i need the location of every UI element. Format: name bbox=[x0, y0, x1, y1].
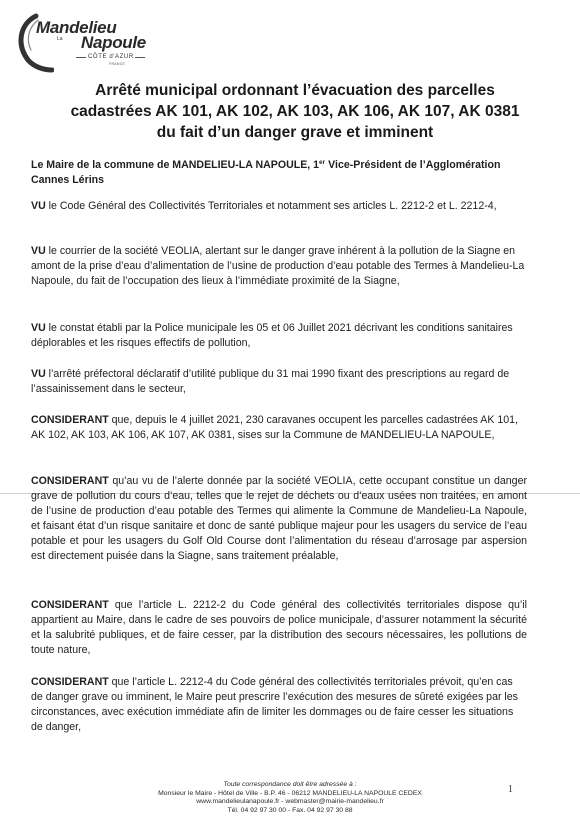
paragraph-text: que, depuis le 4 juillet 2021, 230 caravanes occupent les parcelles cadastrées AK 101, AK 102, AK 103, AK 106, AK 107, AK 0381, sises sur la Commune de MANDELIEU-LA NAPOULE, bbox=[31, 414, 519, 441]
footer-address: Monsieur le Maire - Hôtel de Ville - B.P. 46 - 06212 MANDELIEU-LA NAPOULE CEDEX bbox=[158, 789, 422, 797]
title-line-2: cadastrées AK 101, AK 102, AK 103, AK 106, AK 107, AK 0381 bbox=[70, 103, 520, 120]
considerant-keyword: CONSIDERANT bbox=[31, 676, 109, 688]
page-number: 1 bbox=[508, 784, 513, 795]
title-line-3: du fait d’un danger grave et imminent bbox=[156, 124, 434, 141]
considerant-paragraph-4 bbox=[31, 675, 527, 735]
intro-superscript: er bbox=[319, 159, 326, 166]
vu-keyword: VU bbox=[31, 368, 46, 380]
paragraph-text: que l’article L. 2212-4 du Code général des collectivités territoriales prévoit, qu’en cas de danger grave ou imminent, le Maire peut prescrire l’exécution des mesures de sûreté exigées par les circonstances, avec exécution immédiate afin de limiter les dommages ou de faire cesser les situations de danger, bbox=[31, 676, 518, 733]
considerant-paragraph-3 bbox=[31, 598, 527, 658]
footer-web: www.mandelieulanapoule.fr - webmaster@mairie-mandelieu.fr bbox=[196, 798, 384, 806]
intro-text-a: Le Maire de la commune de MANDELIEU-LA NAPOULE, 1 bbox=[31, 159, 320, 171]
paragraph-text: que l’article L. 2212-2 du Code général des collectivités territoriales dispose qu’il appartient au Maire, dans le cadre de ses pouvoirs de police municipale, d’assurer notamment la sécurité et la salubrité publiques, et de faire cesser, par la distribution des secours nécessaires, les pollutions de toute nature, bbox=[31, 599, 527, 656]
logo-name-small: La bbox=[57, 36, 63, 42]
paragraph-text: le constat établi par la Police municipale les 05 et 06 Juillet 2021 décrivant les conditions sanitaires déplorables et les risques effectifs de pollution, bbox=[31, 322, 513, 349]
paragraph-text: l’arrêté préfectoral déclaratif d’utilité publique du 31 mai 1990 fixant des prescriptions au regard de l’assainissement dans le secteur, bbox=[31, 368, 510, 395]
logo-rule-right bbox=[135, 57, 145, 58]
vu-keyword: VU bbox=[31, 322, 46, 334]
logo-name-line1: Mandelieu bbox=[36, 18, 117, 37]
footer-contact bbox=[70, 781, 510, 815]
vu-keyword: VU bbox=[31, 200, 46, 212]
logo-tagline: CÔTE d'AZUR bbox=[88, 54, 134, 60]
vu-paragraph-4 bbox=[31, 367, 527, 397]
considerant-paragraph-2 bbox=[31, 474, 527, 564]
considerant-keyword: CONSIDERANT bbox=[31, 414, 109, 426]
considerant-keyword: CONSIDERANT bbox=[31, 475, 109, 487]
city-logo bbox=[14, 10, 154, 76]
considerant-paragraph-1 bbox=[31, 413, 527, 443]
intro-text-b: Vice-Président de l’Agglomération Cannes Lérins bbox=[31, 159, 501, 186]
vu-keyword: VU bbox=[31, 245, 46, 257]
considerant-keyword: CONSIDERANT bbox=[31, 599, 109, 611]
paragraph-text: le courrier de la société VEOLIA, alertant sur le danger grave inhérent à la pollution de la Siagne en amont de la prise d’eau d’alimentation de l’usine de production d’eau potable des Termes à Mandelieu-La Napoule, du fait de l’occupation des lieux à l’immédiate proximité de la Siagne, bbox=[31, 245, 525, 287]
footer-phone: Tél. 04 92 97 30 00 - Fax. 04 92 97 30 88 bbox=[227, 806, 353, 814]
footer-line-1: Toute correspondance doit être adressée à : bbox=[223, 781, 357, 788]
vu-paragraph-2 bbox=[31, 244, 527, 289]
intro-paragraph bbox=[31, 155, 527, 188]
document-title bbox=[60, 80, 530, 143]
vu-paragraph-3 bbox=[31, 321, 527, 351]
vu-paragraph-1 bbox=[31, 199, 527, 214]
paragraph-text: le Code Général des Collectivités Territoriales et notamment ses articles L. 2212-2 et L. 2212-4, bbox=[45, 200, 497, 212]
paragraph-text: qu’au vu de l’alerte donnée par la société VEOLIA, cette occupant constitue un danger grave de pollution du cours d’eau, telles que le rejet de déchets ou d’eaux usées non traitées, en amont de l’usine de production d’eau potable des Termes qui alimente la Commune de Mandelieu-La Napoule, et faisant état d’un risque sanitaire et donc de santé publique majeur pour les usagers du service de l’eau potable et pour les usagers du Golf Old Course dont l’alimentation du réseau d’arrosage par aspersion est directement puisée dans la Siagne, sans traitement préalable, bbox=[31, 475, 527, 562]
title-line-1: Arrêté municipal ordonnant l’évacuation des parcelles bbox=[95, 82, 495, 99]
logo-rule-left bbox=[76, 57, 86, 58]
logo-country: FRANCE bbox=[109, 62, 126, 66]
logo-name-line2: Napoule bbox=[81, 33, 146, 52]
